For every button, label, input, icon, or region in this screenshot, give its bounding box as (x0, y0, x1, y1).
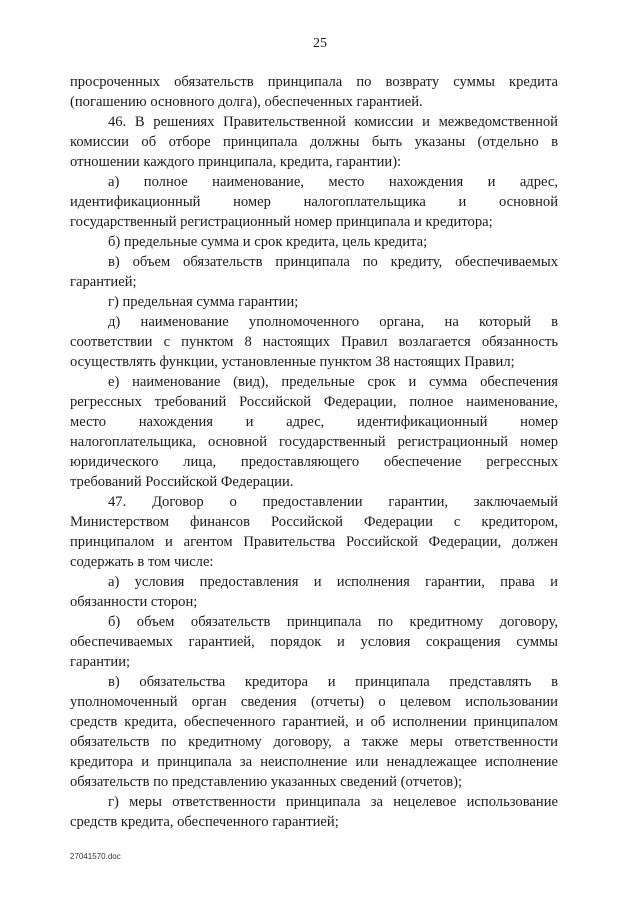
text-line: средств кредита, обеспеченного гарантией; (70, 814, 339, 830)
text-line: осуществлять функции, установленные пунктом 38 настоящих Правил; (70, 354, 515, 370)
paragraph-47-start: 47. Договор о предоставлении гарантии, заключаемый (108, 494, 558, 510)
text-line: место нахождения и адрес, идентификационный номер (70, 414, 558, 430)
text-line: содержать в том числе: (70, 554, 214, 570)
text-line: гарантией; (70, 274, 137, 290)
paragraph-46-start: 46. В решениях Правительственной комиссии и межведомственной (108, 114, 558, 130)
text-line: обеспечиваемых гарантией, порядок и условия сокращения суммы (70, 634, 558, 650)
text-line: отношении каждого принципала, кредита, гарантии): (70, 154, 402, 170)
page-number: 25 (313, 36, 327, 51)
text-line: государственный регистрационный номер принципала и кредитора; (70, 214, 493, 230)
item-g: г) предельная сумма гарантии; (108, 294, 299, 310)
text-line: Министерством финансов Российской Федерации с кредитором, (70, 514, 558, 530)
footer-doc-code: 27041570.doc (70, 852, 121, 861)
text-line: юридического лица, предоставляющего обеспечение регрессных (70, 454, 558, 470)
text-line: принципалом и агентом Правительства Российской Федерации, должен (70, 534, 558, 550)
item-e: е) наименование (вид), предельные срок и сумма обеспечения (108, 374, 558, 390)
text-line: (погашению основного долга), обеспеченных гарантией. (70, 94, 423, 110)
text-line: просроченных обязательств принципала по возврату суммы кредита (70, 74, 558, 90)
text-line: обязательств по представлению указанных сведений (отчетов); (70, 774, 463, 790)
text-line: требований Российской Федерации. (70, 474, 294, 490)
item-d: д) наименование уполномоченного органа, на который в (108, 314, 558, 330)
item-a: а) полное наименование, место нахождения и адрес, (108, 174, 558, 190)
item-v: в) обязательства кредитора и принципала представлять в (108, 674, 558, 690)
text-line: налогоплательщика, основной государственный регистрационный номер (70, 434, 558, 450)
item-v: в) объем обязательств принципала по кредиту, обеспечиваемых (108, 254, 558, 270)
item-b: б) объем обязательств принципала по кредитному договору, (108, 614, 558, 630)
item-b: б) предельные сумма и срок кредита, цель кредита; (108, 234, 428, 250)
text-line: обязательств по кредитному договору, а также меры ответственности (70, 734, 558, 750)
text-line: уполномоченный орган сведения (отчеты) о целевом использовании (70, 694, 558, 710)
text-line: средств кредита, обеспеченного гарантией, и об исполнении принципалом (70, 714, 558, 730)
text-line: регрессных требований Российской Федерации, полное наименование, (70, 394, 558, 410)
text-line: комиссии об отборе принципала должны быть указаны (отдельно в (70, 134, 558, 150)
item-a: а) условия предоставления и исполнения гарантии, права и (108, 574, 558, 590)
text-line: обязанности сторон; (70, 594, 198, 610)
text-line: идентификационный номер налогоплательщика и основной (70, 194, 558, 210)
text-line: соответствии с пунктом 8 настоящих Правил возлагается обязанность (70, 334, 558, 350)
text-line: кредитора и принципала за неисполнение или ненадлежащее исполнение (70, 754, 558, 770)
text-line: гарантии; (70, 654, 131, 670)
item-g: г) меры ответственности принципала за нецелевое использование (108, 794, 558, 810)
